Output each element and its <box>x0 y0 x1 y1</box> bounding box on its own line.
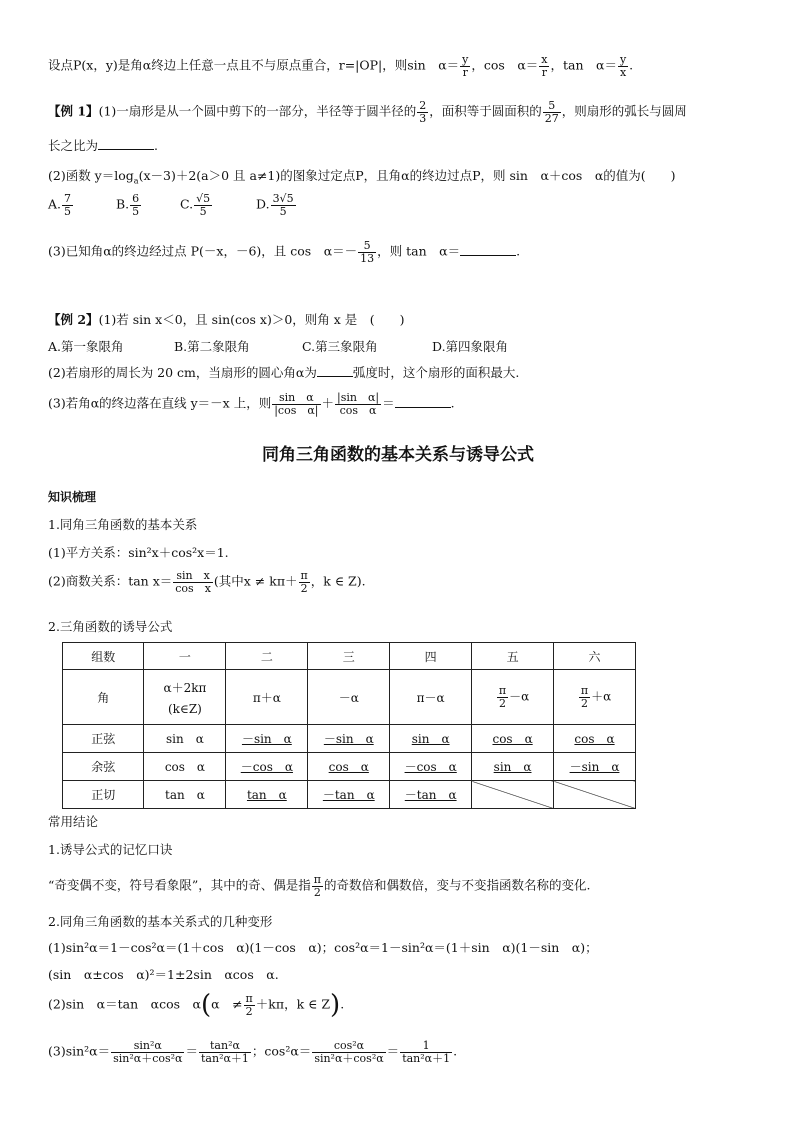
intro-line: 设点P(x，y)是角α终边上任意一点且不与原点重合，r=|OP|，则sin α＝ $\frac{y}{r}$ ，cos α＝ $\frac{x}{r}$ ，tan α＝ $\frac{y}{x}$ . <box>48 53 634 79</box>
option-a: A.第一象限角 <box>48 339 124 354</box>
knowledge-p1-1: (1)平方关系：sin²x＋cos²x＝1. <box>48 545 229 560</box>
knowledge-p2: 2.三角函数的诱导公式 <box>48 619 173 634</box>
example-tag: 【例 2】 <box>48 312 99 327</box>
table-cell: cos α <box>472 725 554 753</box>
table-row <box>63 725 636 753</box>
table-cell: －tan α <box>390 781 472 809</box>
fraction: $\frac{y}{r}$ <box>462 53 469 79</box>
fraction: $\frac{\text{|sin α|}}{\text{cos α}}$ <box>337 391 380 417</box>
table-cell: －cos α <box>390 753 472 781</box>
conclusion-heading: 常用结论 <box>48 814 99 829</box>
example1-q3: (3)已知角α的终边经过点 P(－x，－6)，且 cos α＝－ $\frac{5}{13}$ ，则 tan α＝ . <box>48 239 521 265</box>
conclusion-c2: 2.同角三角函数的基本关系式的几种变形 <box>48 914 273 929</box>
fraction: $\frac{5}{27}$ <box>544 99 559 125</box>
table-cell: －tan α <box>308 781 390 809</box>
table-angle-row <box>63 670 636 725</box>
conclusion-c2-2: (2)sin α＝tan αcos α(α ≠ $\frac{\pi}{2}$ ＋kπ，k ∈ Z). <box>48 990 345 1020</box>
table-row-label: 正切 <box>63 781 144 809</box>
table-cell: －sin α <box>308 725 390 753</box>
conclusion-c2-3: (3)sin²α＝ $\frac{\text{sin²α}}{\text{sin²α＋cos²α}}$ ＝ $\frac{\text{tan²α}}{\text{tan²α＋1}}$ ；cos²α＝ $\frac{\text{cos²α}}{\text{sin²α＋cos²α}}$ ＝ $\frac{1}{\text{tan²α＋1}}$ . <box>48 1039 458 1065</box>
fraction: $\frac{\text{cos²α}}{\text{sin²α＋cos²α}}$ <box>314 1039 384 1065</box>
conclusion-c2-1: (1)sin²α＝1－cos²α＝(1＋cos α)(1－cos α)；cos²α＝1－sin²α＝(1＋sin α)(1－sin α)； <box>48 940 598 955</box>
table-cell: sin α <box>144 725 226 753</box>
table-header-cell: 二 <box>226 643 308 670</box>
section-title: 同角三角函数的基本关系与诱导公式 <box>262 445 534 465</box>
table-cell: －cos α <box>226 753 308 781</box>
example2-q1: 【例 2】(1)若 sin x＜0，且 sin(cos x)＞0，则角 x 是 ( ) <box>48 312 405 327</box>
fraction: $\frac{\text{sin²α}}{\text{sin²α＋cos²α}}$ <box>113 1039 183 1065</box>
example1-q1: 【例 1】(1)一扇形是从一个圆中剪下的一部分，半径等于圆半径的 $\frac{2}{3}$ ，面积等于圆面积的 $\frac{5}{27}$ ，则扇形的弧长与圆周 <box>48 99 687 125</box>
example-tag: 【例 1】 <box>48 103 99 119</box>
conclusion-c1: 1.诱导公式的记忆口诀 <box>48 842 173 857</box>
option-c: C. $\frac{√5}{5}$ <box>180 192 211 218</box>
table-row <box>63 781 636 809</box>
option-b: B. $\frac{6}{5}$ <box>116 192 140 218</box>
option-b: B.第二象限角 <box>174 339 250 354</box>
fraction: $\frac{y}{x}$ <box>619 53 627 79</box>
table-cell: α＋2kπ (k∈Z) <box>144 670 226 725</box>
table-cell-diagonal <box>554 781 636 809</box>
table-header-cell: 五 <box>472 643 554 670</box>
table-header-cell: 四 <box>390 643 472 670</box>
table-header-cell: 一 <box>144 643 226 670</box>
option-d: D.第四象限角 <box>432 339 509 354</box>
fraction: $\frac{\pi}{2}$ <box>300 569 308 595</box>
table-cell: tan α <box>226 781 308 809</box>
induction-formula-table <box>62 642 636 809</box>
table-cell: cos α <box>144 753 226 781</box>
table-cell: $\frac{\pi}{2}$ ＋α <box>554 670 636 725</box>
option-a: A. $\frac{7}{5}$ <box>48 192 72 218</box>
table-row-label: 正弦 <box>63 725 144 753</box>
table-cell: －sin α <box>226 725 308 753</box>
example2-q3: (3)若角α的终边落在直线 y＝－x 上，则 $\frac{\text{sin α}}{\text{|cos α|}}$ ＋ $\frac{\text{|sin α|}}{\text{cos α}}$ ＝ . <box>48 391 455 417</box>
answer-blank <box>460 243 516 256</box>
fraction: $\frac{x}{r}$ <box>541 53 548 79</box>
table-header-cell: 三 <box>308 643 390 670</box>
fraction: $\frac{\pi}{2}$ <box>313 873 322 899</box>
answer-blank <box>317 364 353 377</box>
table-cell: sin α <box>390 725 472 753</box>
table-header-cell: 组数 <box>63 643 144 670</box>
table-cell: －α <box>308 670 390 725</box>
table-cell-diagonal <box>472 781 554 809</box>
answer-blank <box>395 395 451 408</box>
table-cell: tan α <box>144 781 226 809</box>
conclusion-c2-1b: (sin α±cos α)²＝1±2sin αcos α. <box>48 967 279 982</box>
fraction: $\frac{\pi}{2}$ <box>245 991 253 1018</box>
fraction: $\frac{\text{sin α}}{\text{|cos α|}}$ <box>274 391 319 417</box>
example2-q2: (2)若扇形的周长为 20 cm，当扇形的圆心角α为 弧度时，这个扇形的面积最大. <box>48 365 520 380</box>
conclusion-c1-text: “奇变偶不变，符号看象限”，其中的奇、偶是指 $\frac{\pi}{2}$ 的奇数倍和偶数倍，变与不变指函数名称的变化. <box>48 873 591 899</box>
knowledge-p1: 1.同角三角函数的基本关系 <box>48 517 198 532</box>
knowledge-p1-2: (2)商数关系：tan x＝ $\frac{\text{sin x}}{\text{cos x}}$ (其中x ≠ kπ＋ $\frac{\pi}{2}$ ，k ∈ Z). <box>48 569 366 595</box>
table-cell: $\frac{\pi}{2}$ －α <box>472 670 554 725</box>
example1-q1-cont: 长之比为 . <box>48 138 158 153</box>
fraction: $\frac{\text{sin x}}{\text{cos x}}$ <box>175 569 211 595</box>
answer-blank <box>98 137 154 150</box>
table-cell: cos α <box>554 725 636 753</box>
table-row-label: 角 <box>63 670 144 725</box>
example1-q2: (2)函数 $y=\log_a(x-3)+2(a>0$ 且 a≠1)的图象过定点P，且角α的终边过点P，则 sin α＋cos α的值为( ) <box>48 168 676 186</box>
fraction: $\frac{5}{13}$ <box>360 239 375 265</box>
knowledge-heading: 知识梳理 <box>48 490 97 504</box>
table-row <box>63 753 636 781</box>
fraction: $\frac{1}{\text{tan²α＋1}}$ <box>402 1039 451 1065</box>
table-cell: sin α <box>472 753 554 781</box>
fraction: $\frac{2}{3}$ <box>419 99 427 125</box>
option-d: D. $\frac{3√5}{5}$ <box>256 192 294 218</box>
fraction: $\frac{\text{tan²α}}{\text{tan²α＋1}}$ <box>201 1039 249 1065</box>
table-cell: π＋α <box>226 670 308 725</box>
table-cell: π－α <box>390 670 472 725</box>
option-c: C.第三象限角 <box>302 339 378 354</box>
example2-options <box>48 337 568 353</box>
table-cell: cos α <box>308 753 390 781</box>
table-header-cell: 六 <box>554 643 636 670</box>
table-header-row <box>63 643 636 670</box>
table-cell: －sin α <box>554 753 636 781</box>
table-row-label: 余弦 <box>63 753 144 781</box>
